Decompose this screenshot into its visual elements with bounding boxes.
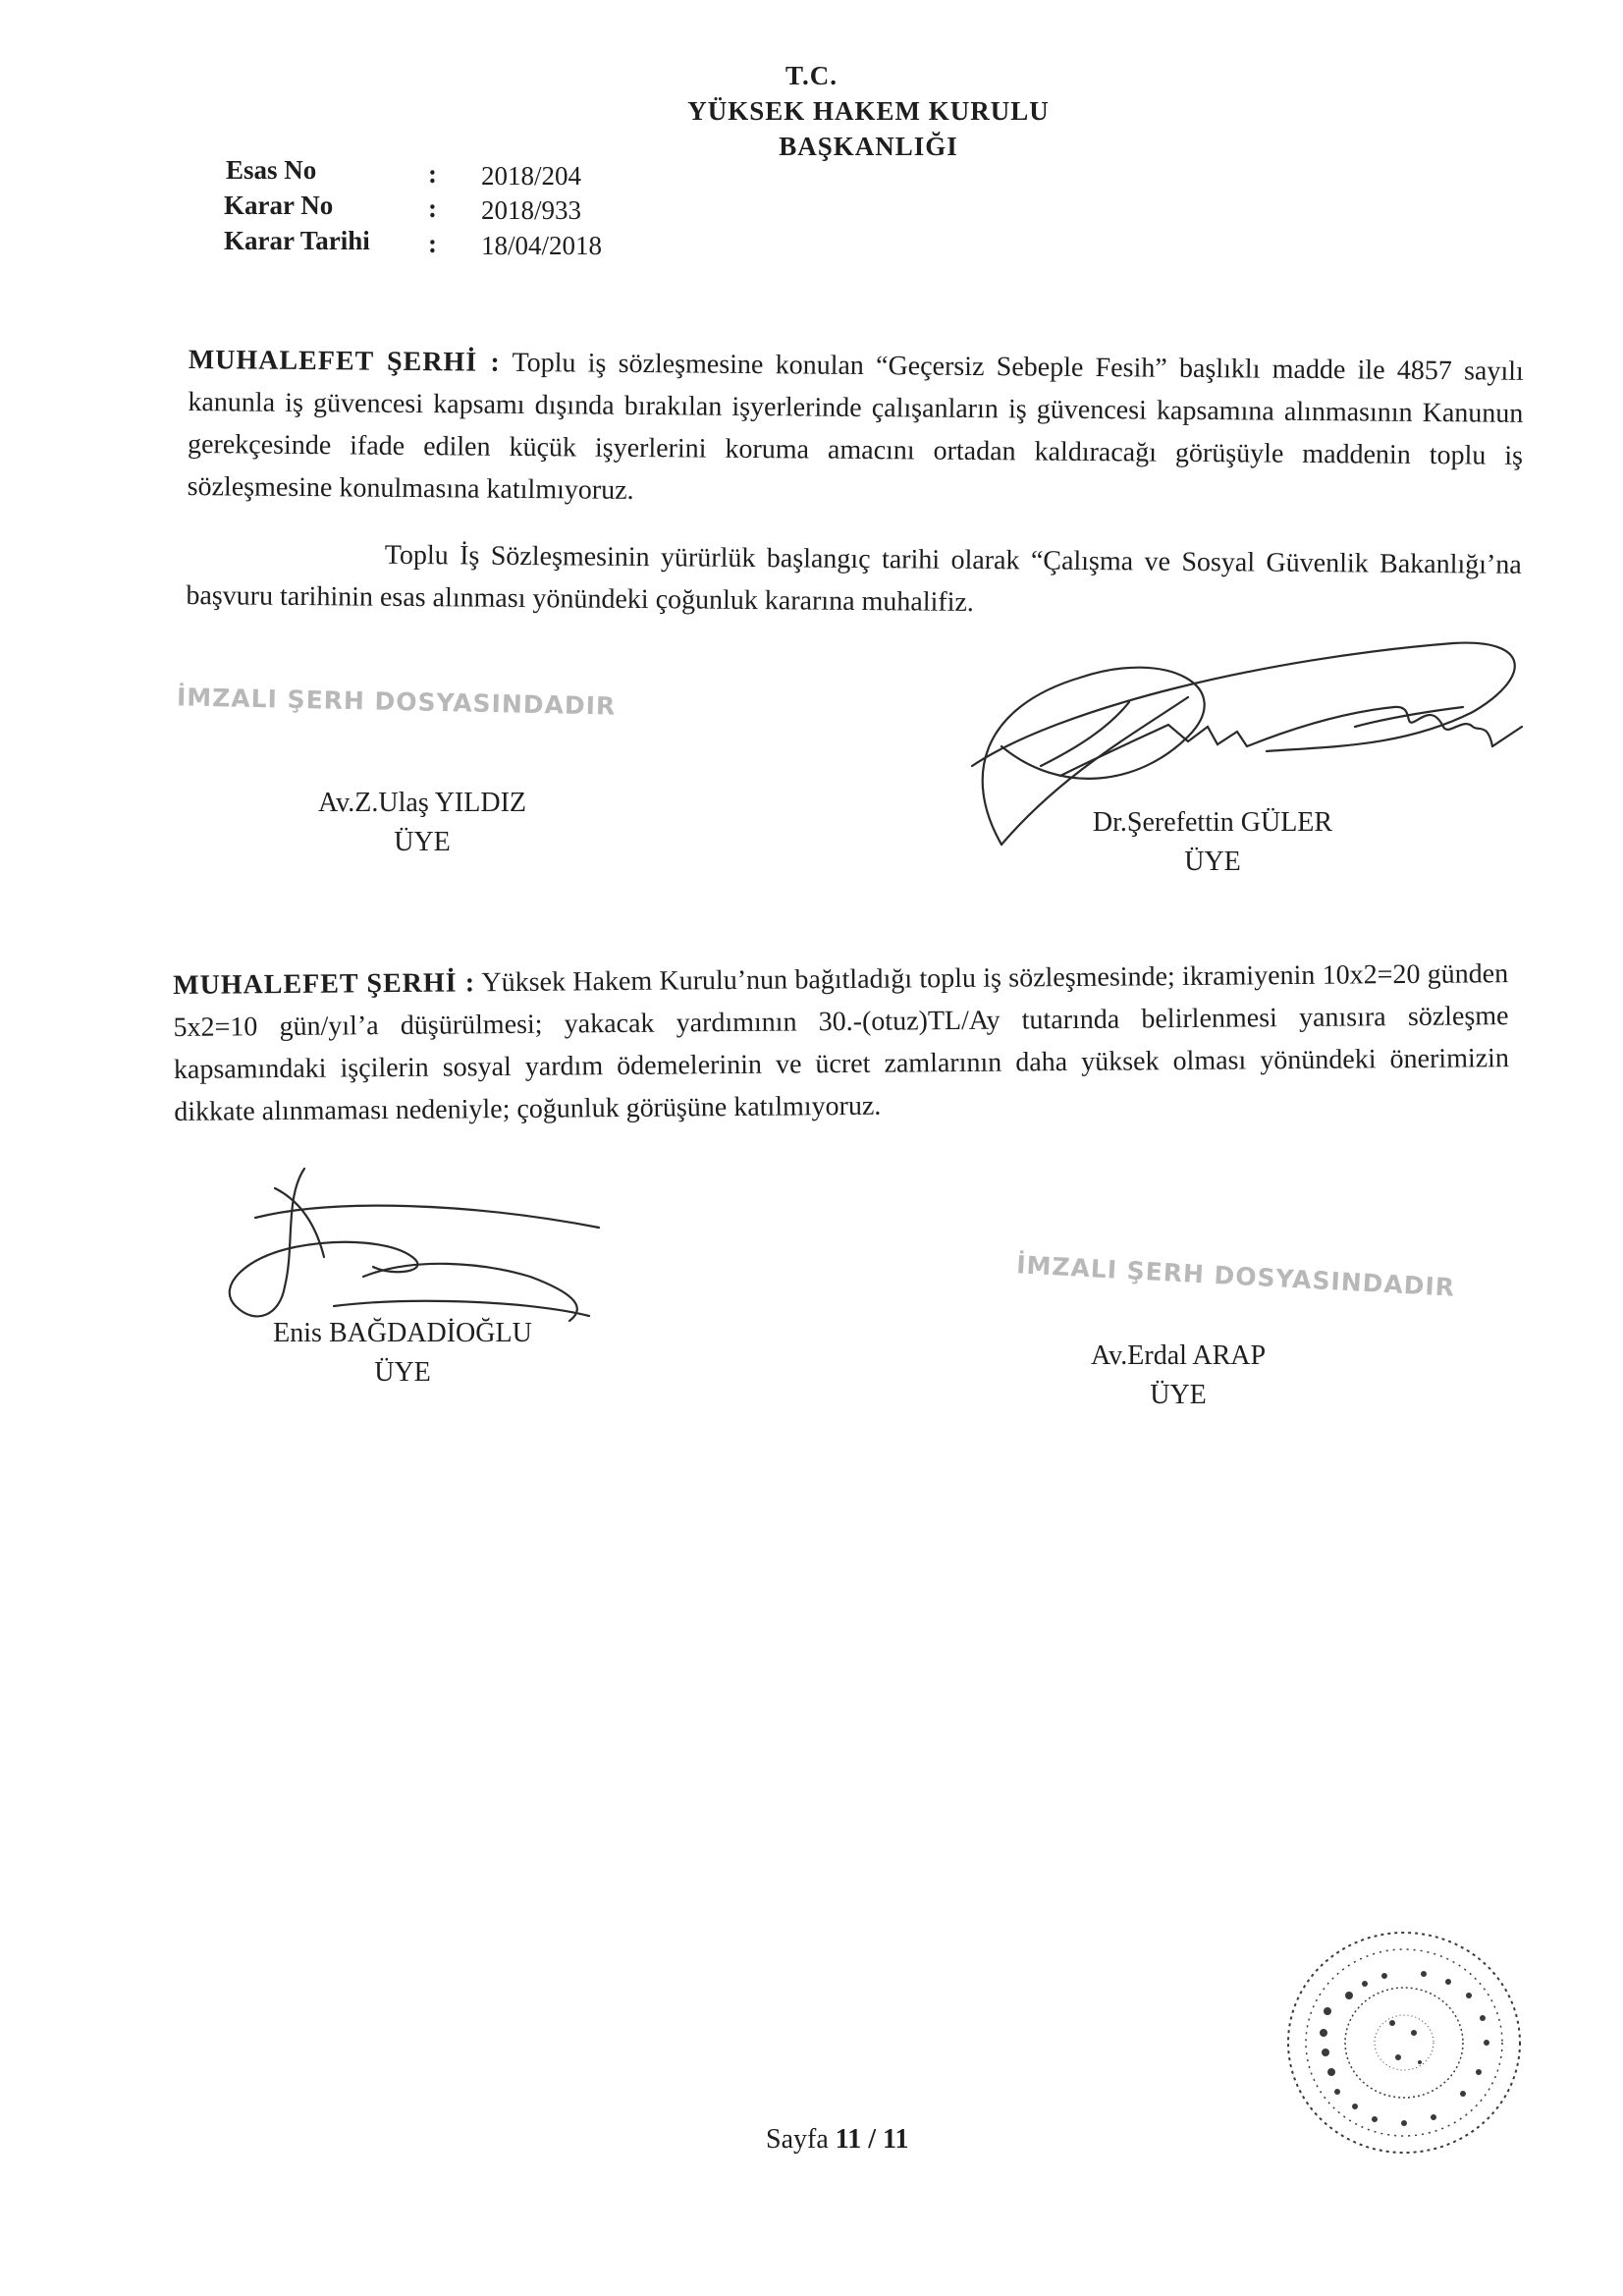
page-number: 11 / 11 xyxy=(835,2124,909,2155)
tarih-value: 18/04/2018 xyxy=(481,231,603,260)
esas-value: 2018/204 xyxy=(481,161,582,191)
signatory-3-role: ÜYE xyxy=(374,1357,431,1388)
dissent-paragraph-1b xyxy=(186,532,1522,629)
signatory-4-role: ÜYE xyxy=(1150,1380,1207,1410)
signatory-1-role: ÜYE xyxy=(394,827,451,857)
dissent-paragraph-1 xyxy=(187,339,1523,519)
dissent-2-lead: MUHALEFET ŞERHİ : xyxy=(173,967,476,1001)
esas-colon: : xyxy=(428,159,437,189)
signatory-4-name: Av.Erdal ARAP xyxy=(1090,1340,1267,1371)
dissent-paragraph-2 xyxy=(173,953,1509,1133)
official-seal xyxy=(1276,1925,1532,2160)
tarih-label: Karar Tarihi xyxy=(224,226,370,255)
header-tc: T.C. xyxy=(784,61,838,90)
case-info xyxy=(224,155,636,273)
karar-value: 2018/933 xyxy=(481,195,582,225)
karar-label: Karar No xyxy=(224,191,334,220)
signatory-2-name: Dr.Şerefettin GÜLER xyxy=(1092,807,1333,838)
dissent-2-text: Yüksek Hakem Kurulu’nun bağıtladığı toplu iş sözleşmesinde; ikramiyenin 10x2=20 günden 5x2=10 gün/yıl’a düşürülmesi; yakacak yardımının 30.-(otuz)TL/Ay tutarında belirlenmesi yanısıra sözleşme kapsamındaki işçilerin sosyal yardım ödemelerinin ve ücret zamlarının daha yüksek olması yönündeki önerimizin dikkate alınmaması nedeniyle; çoğunluk görüşüne katılmıyoruz. xyxy=(173,958,1510,1127)
signatory-2-role: ÜYE xyxy=(1184,847,1241,877)
tarih-colon: : xyxy=(428,229,437,258)
esas-label: Esas No xyxy=(226,155,317,185)
signature-on-file-stamp-left: İMZALI ŞERH DOSYASINDADIR xyxy=(176,683,617,721)
signatory-1-name: Av.Z.Ulaş YILDIZ xyxy=(317,788,526,818)
page-indicator xyxy=(766,2124,908,2156)
dissent-1-lead: MUHALEFET ŞERHİ : xyxy=(188,344,501,378)
signatory-3-name: Enis BAĞDADİOĞLU xyxy=(273,1318,532,1348)
dissent-1b-text: Toplu İş Sözleşmesinin yürürlük başlangıç tarihi olarak “Çalışma ve Sosyal Güvenlik Bakanlığı’na başvuru tarihinin esas alınması yönündeki çoğunluk kararına muhalifiz. xyxy=(186,539,1522,618)
dissent-1-text: Toplu iş sözleşmesine konulan “Geçersiz Sebeple Fesih” başlıklı madde ile 4857 sayılı kanunla iş güvencesi kapsamı dışında bırakılan işyerlerinde çalışanların iş güvencesi kapsamına alınmasının Kanunun gerekçesinde ifade edilen küçük işyerlerini koruma amacını ortadan kaldıracağı görüşüyle maddenin toplu iş sözleşmesine konulmasına katılmıyoruz. xyxy=(187,347,1524,506)
header-presidency: BAŞKANLIĞI xyxy=(779,132,958,161)
page-label: Sayfa xyxy=(766,2124,829,2155)
karar-colon: : xyxy=(428,193,437,223)
header-institution: YÜKSEK HAKEM KURULU xyxy=(687,96,1050,126)
signature-on-file-stamp-right: İMZALI ŞERH DOSYASINDADIR xyxy=(1015,1250,1456,1302)
